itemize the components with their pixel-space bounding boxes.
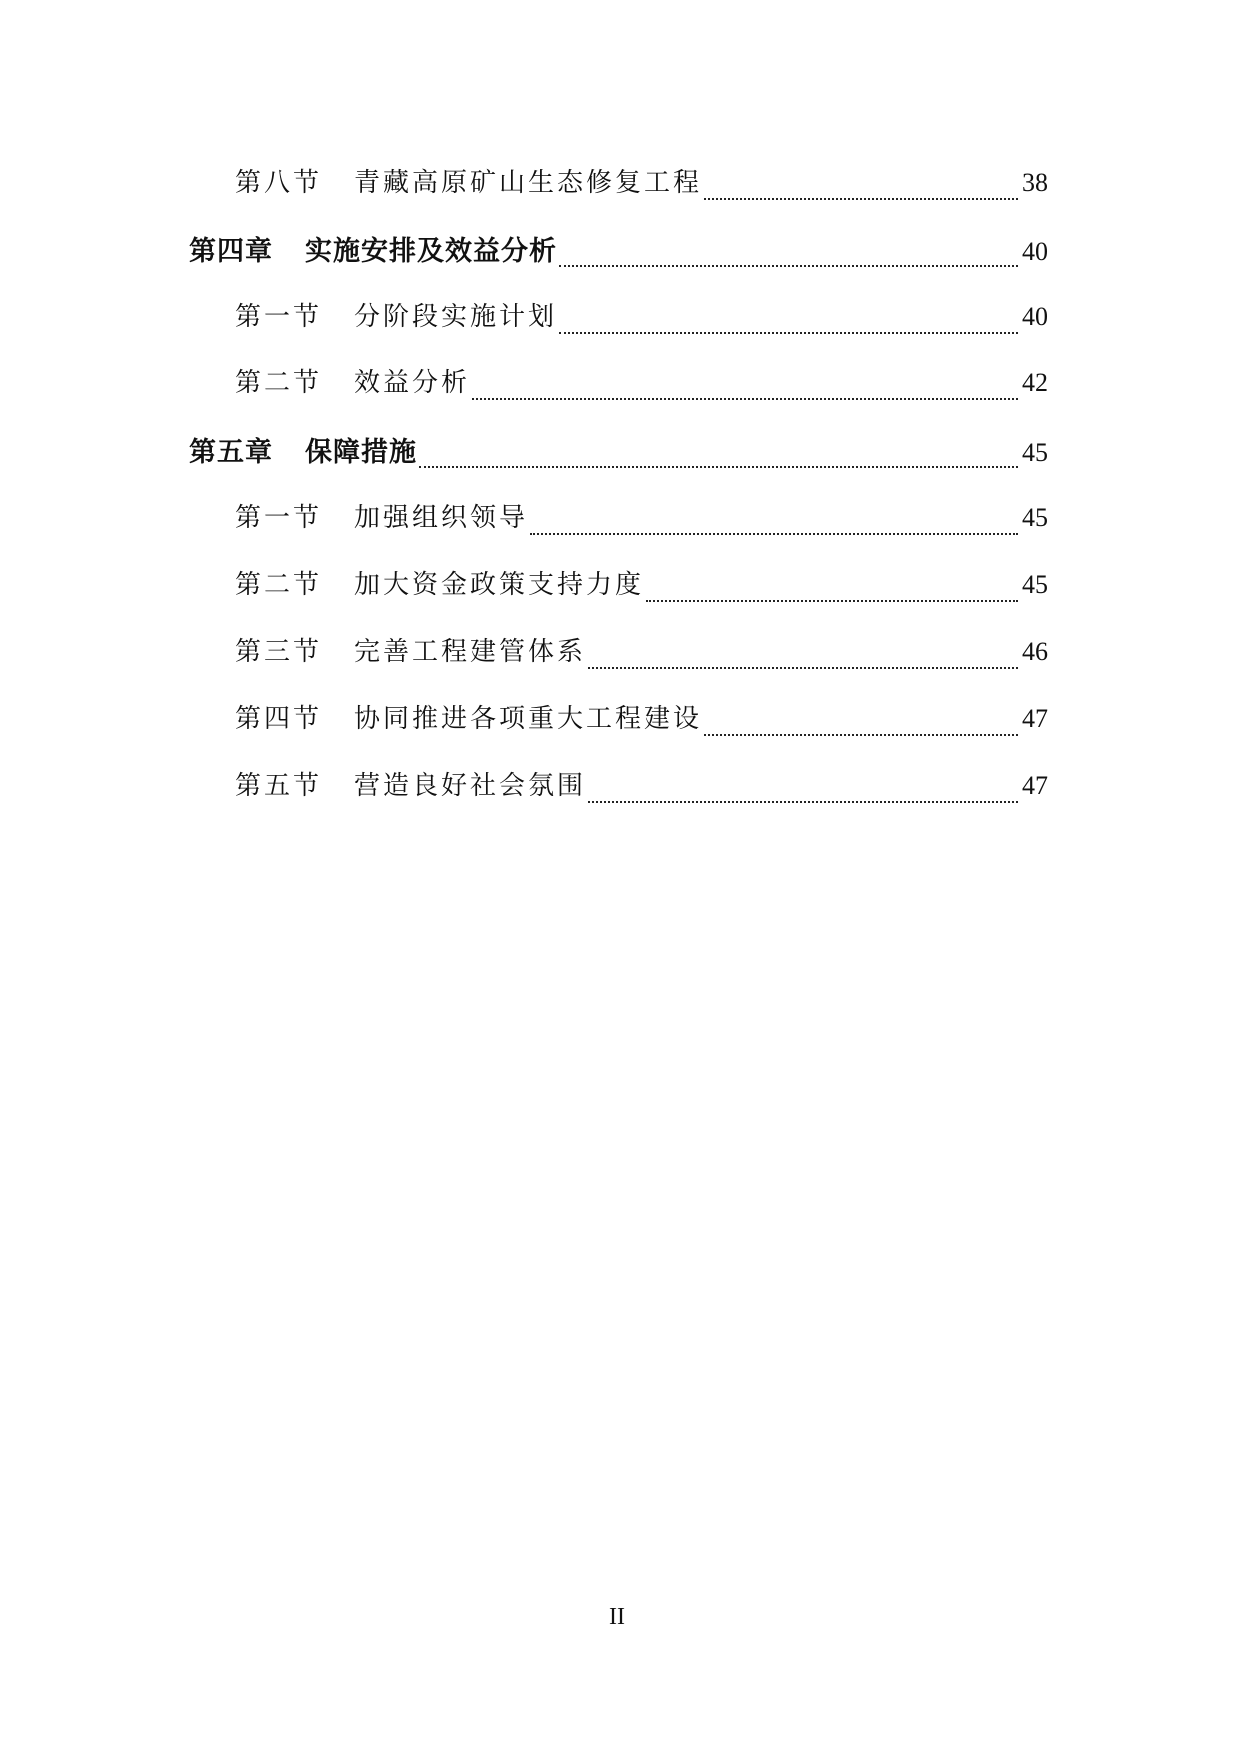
- toc-entry-page: 45: [1022, 438, 1048, 467]
- dot-leader: [472, 398, 1018, 400]
- dot-leader: [646, 600, 1018, 602]
- toc-entry-number: 第四节: [235, 704, 323, 734]
- toc-entry-number: 第一节: [235, 503, 323, 533]
- toc-entry-section[interactable]: [235, 362, 1048, 406]
- page-number: II: [609, 1604, 625, 1630]
- toc-entry-title: 保障措施: [305, 437, 417, 468]
- toc-entry-section[interactable]: [235, 698, 1048, 742]
- toc-entry-page: 42: [1022, 368, 1048, 397]
- toc-entry-page: 40: [1022, 237, 1048, 266]
- dot-leader: [559, 332, 1018, 334]
- toc-entry-title: 加大资金政策支持力度: [354, 570, 645, 600]
- toc-entry-title: 完善工程建管体系: [354, 637, 587, 667]
- toc-entry-section[interactable]: [235, 631, 1048, 675]
- toc-entry-page: 45: [1022, 503, 1048, 532]
- toc-entry-title: 营造良好社会氛围: [354, 771, 587, 801]
- toc-entry-page: 45: [1022, 570, 1048, 599]
- toc-entry-title: 青藏高原矿山生态修复工程: [354, 168, 703, 198]
- toc-entry-section[interactable]: [235, 564, 1048, 608]
- toc-entry-chapter[interactable]: [189, 430, 1048, 474]
- toc-entry-number: 第四章: [189, 236, 273, 267]
- toc-entry-title: 效益分析: [354, 368, 471, 398]
- dot-leader: [704, 734, 1018, 736]
- toc-entry-page: 40: [1022, 302, 1048, 331]
- toc-entry-number: 第二节: [235, 368, 323, 398]
- toc-entry-section[interactable]: [235, 765, 1048, 809]
- toc-entry-page: 38: [1022, 168, 1048, 197]
- dot-leader: [530, 533, 1018, 535]
- toc-entry-number: 第五章: [189, 437, 273, 468]
- dot-leader: [588, 667, 1018, 669]
- toc-entry-section[interactable]: [235, 162, 1048, 206]
- toc-entry-section[interactable]: [235, 296, 1048, 340]
- dot-leader: [559, 265, 1018, 267]
- dot-leader: [419, 466, 1018, 468]
- toc-entry-title: 分阶段实施计划: [354, 302, 558, 332]
- toc-entry-page: 46: [1022, 637, 1048, 666]
- toc-entry-number: 第八节: [235, 168, 323, 198]
- toc-entry-number: 第一节: [235, 302, 323, 332]
- toc-entry-section[interactable]: [235, 497, 1048, 541]
- dot-leader: [704, 198, 1018, 200]
- toc-entry-chapter[interactable]: [189, 229, 1048, 273]
- toc-entry-number: 第五节: [235, 771, 323, 801]
- toc-entry-title: 实施安排及效益分析: [305, 236, 557, 267]
- toc-entry-title: 加强组织领导: [354, 503, 529, 533]
- toc-entry-title: 协同推进各项重大工程建设: [354, 704, 703, 734]
- toc-entry-number: 第二节: [235, 570, 323, 600]
- toc-entry-page: 47: [1022, 771, 1048, 800]
- dot-leader: [588, 801, 1018, 803]
- toc-entry-page: 47: [1022, 704, 1048, 733]
- toc-entry-number: 第三节: [235, 637, 323, 667]
